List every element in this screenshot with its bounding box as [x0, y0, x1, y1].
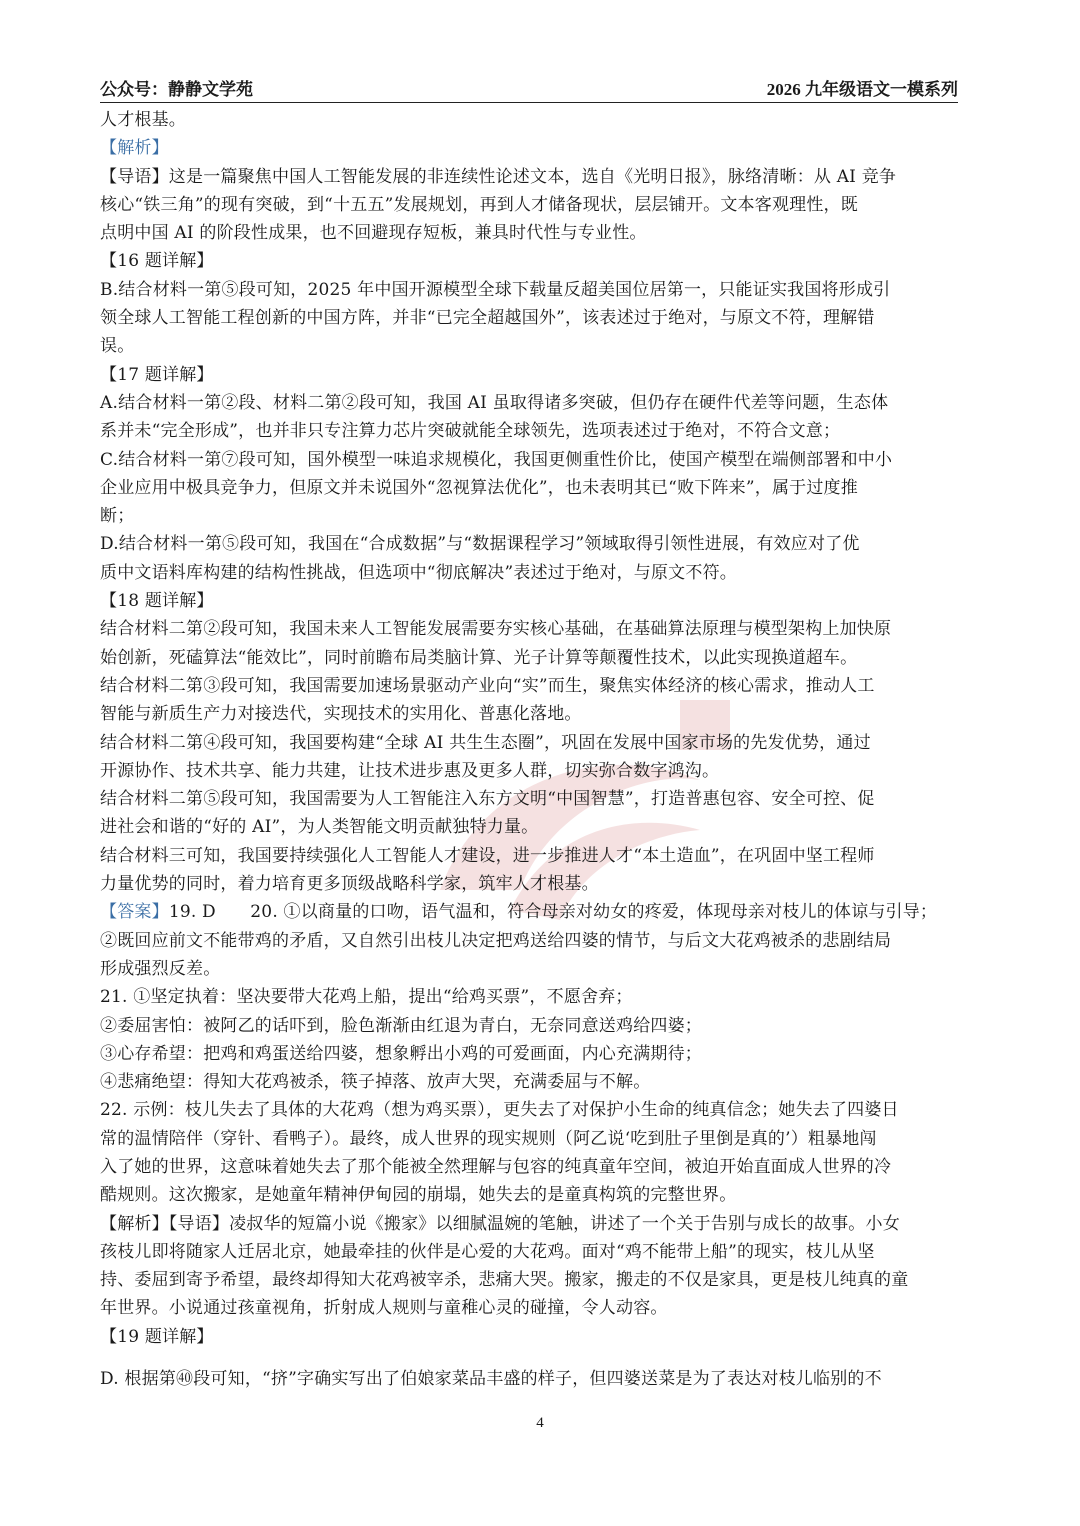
text-line: D. 根据第㊵段可知，“挤”字确实写出了伯娘家菜品丰盛的样子，但四婆送菜是为了表达对枝儿临别的不 [100, 1369, 882, 1390]
text-line: 始创新，死磕算法“能效比”，同时前瞻布局类脑计算、光子计算等颠覆性技术，以此实现换道超车。 [100, 647, 858, 668]
page-header [100, 80, 958, 103]
label-prefix: 【答案】 [100, 902, 169, 923]
text-line: 结合材料二第⑤段可知，我国需要为人工智能注入东方文明“中国智慧”，打造普惠包容、安全可控、促 [100, 789, 875, 810]
text-line: 质中文语料库构建的结构性挑战，但选项中“彻底解决”表述过于绝对，与原文不符。 [100, 562, 737, 583]
text-line: 领全球人工智能工程创新的中国方阵，并非“已完全超越国外”，该表述过于绝对，与原文不符，理解错 [100, 308, 875, 329]
text-line: D.结合材料一第⑤段可知，我国在“合成数据”与“数据课程学习”领域取得引领性进展，有效应对了优 [100, 534, 860, 555]
text-line: ④悲痛绝望：得知大花鸡被杀，筷子掉落、放声大哭，充满委屈与不解。 [100, 1072, 651, 1093]
answer-line: 【答案】19. D 20. ①以商量的口吻，语气温和，符合母亲对幼女的疼爱，体现母亲对枝儿的体谅与引导； [100, 902, 938, 923]
text-line: 系并未“完全形成”，也并非只专注算力芯片突破就能全球领先，选项表述过于绝对，不符合文意； [100, 421, 841, 442]
text-line: 智能与新质生产力对接迭代，实现技术的实用化、普惠化落地。 [100, 704, 582, 725]
text-line: 核心“铁三角”的现有突破，到“十五五”发展规划，再到人才储备现状，层层铺开。文本客观理性，既 [100, 194, 858, 215]
text-line: 【解析】【导语】凌叔华的短篇小说《搬家》以细腻温婉的笔触，讲述了一个关于告别与成长的故事。小女 [100, 1213, 900, 1234]
text-line: 企业应用中极具竞争力，但原文并未说国外“忽视算法优化”，也未表明其已“败下阵来”，属于过度推 [100, 477, 858, 498]
text-line: 酷规则。这次搬家，是她童年精神伊甸园的崩塌，她失去的是童真构筑的完整世界。 [100, 1185, 737, 1206]
text-line: 结合材料二第④段可知，我国要构建“全球 AI 共生生态圈”，巩固在发展中国家市场的先发优势，通过 [100, 732, 871, 753]
text-line: 入了她的世界，这意味着她失去了那个能被全然理解与包容的纯真童年空间，被迫开始直面成人世界的冷 [100, 1156, 892, 1177]
text-line: 进社会和谐的“好的 AI”，为人类智能文明贡献独特力量。 [100, 817, 539, 838]
text-line: 年世界。小说通过孩童视角，折射成人规则与童稚心灵的碰撞，令人动容。 [100, 1298, 668, 1319]
text-line: B.结合材料一第⑤段可知，2025 年中国开源模型全球下载量反超美国位居第一，只能证实我国将形成引 [100, 279, 891, 300]
text-line: 断； [100, 506, 135, 527]
page-number: 4 [536, 1415, 544, 1431]
text-line: 点明中国 AI 的阶段性成果，也不回避现存短板，兼具时代性与专业性。 [100, 223, 647, 244]
text-line: 常的温情陪伴（穿针、看鸭子）。最终，成人世界的现实规则（阿乙说‘吃到肚子里倒是真的’）粗暴地闯 [100, 1128, 877, 1149]
document-body [100, 106, 980, 1393]
text-line: 孩枝儿即将随家人迁居北京，她最牵挂的伙伴是心爱的大花鸡。面对“鸡不能带上船”的现实，枝儿从坚 [100, 1241, 875, 1262]
text-line: 结合材料二第②段可知，我国未来人工智能发展需要夯实核心基础，在基础算法原理与模型架构上加快原 [100, 619, 892, 640]
text-line: 结合材料二第③段可知，我国需要加速场景驱动产业向“实”而生，聚焦实体经济的核心需求，推动人工 [100, 675, 875, 696]
text-line: ②既回应前文不能带鸡的矛盾，又自然引出枝儿决定把鸡送给四婆的情节，与后文大花鸡被杀的悲剧结局 [100, 930, 892, 951]
header-source: 公众号：静静文学苑 [100, 80, 253, 99]
text-line: A.结合材料一第②段、材料二第②段可知，我国 AI 虽取得诸多突破，但仍存在硬件代差等问题，生态体 [100, 392, 889, 413]
text-line: 误。 [100, 336, 135, 357]
text-line: ③心存希望：把鸡和鸡蛋送给四婆，想象孵出小鸡的可爱画面，内心充满期待； [100, 1043, 702, 1064]
text-line: ②委屈害怕：被阿乙的话吓到，脸色渐渐由红退为青白，无奈同意送鸡给四婆； [100, 1015, 702, 1036]
text-line: 22. 示例：枝儿失去了具体的大花鸡（想为鸡买票），更失去了对保护小生命的纯真信念；她失去了四婆日 [100, 1100, 899, 1121]
text-line: 开源协作、技术共享、能力共建，让技术进步惠及更多人群，切实弥合数字鸿沟。 [100, 760, 720, 781]
text-line: 【导语】这是一篇聚焦中国人工智能发展的非连续性论述文本，选自《光明日报》，脉络清晰：从 AI 竞争 [100, 166, 897, 187]
header-series: 2026 九年级语文一模系列 [766, 80, 958, 99]
text-line: C.结合材料一第⑦段可知，国外模型一味追求规模化，我国更侧重性价比，使国产模型在端侧部署和中小 [100, 449, 893, 470]
text-line: 持、委屈到寄予希望，最终却得知大花鸡被宰杀，悲痛大哭。搬家，搬走的不仅是家具，更是枝儿纯真的童 [100, 1270, 909, 1291]
analysis-label: 【解析】 [100, 138, 169, 159]
text-line: 力量优势的同时，着力培育更多顶级战略科学家，筑牢人才根基。 [100, 874, 599, 895]
text-line: 结合材料三可知，我国要持续强化人工智能人才建设，进一步推进人才“本土造血”，在巩固中坚工程师 [100, 845, 875, 866]
text-line: 21. ①坚定执着：坚决要带大花鸡上船，提出“给鸡买票”，不愿舍弃； [100, 987, 633, 1008]
text-line: 人才根基。 [100, 110, 186, 130]
section-heading: 【19 题详解】 [100, 1326, 214, 1347]
text-line: 形成强烈反差。 [100, 958, 221, 979]
section-heading: 【16 题详解】 [100, 251, 214, 272]
section-heading: 【17 题详解】 [100, 364, 214, 385]
section-heading: 【18 题详解】 [100, 591, 214, 612]
